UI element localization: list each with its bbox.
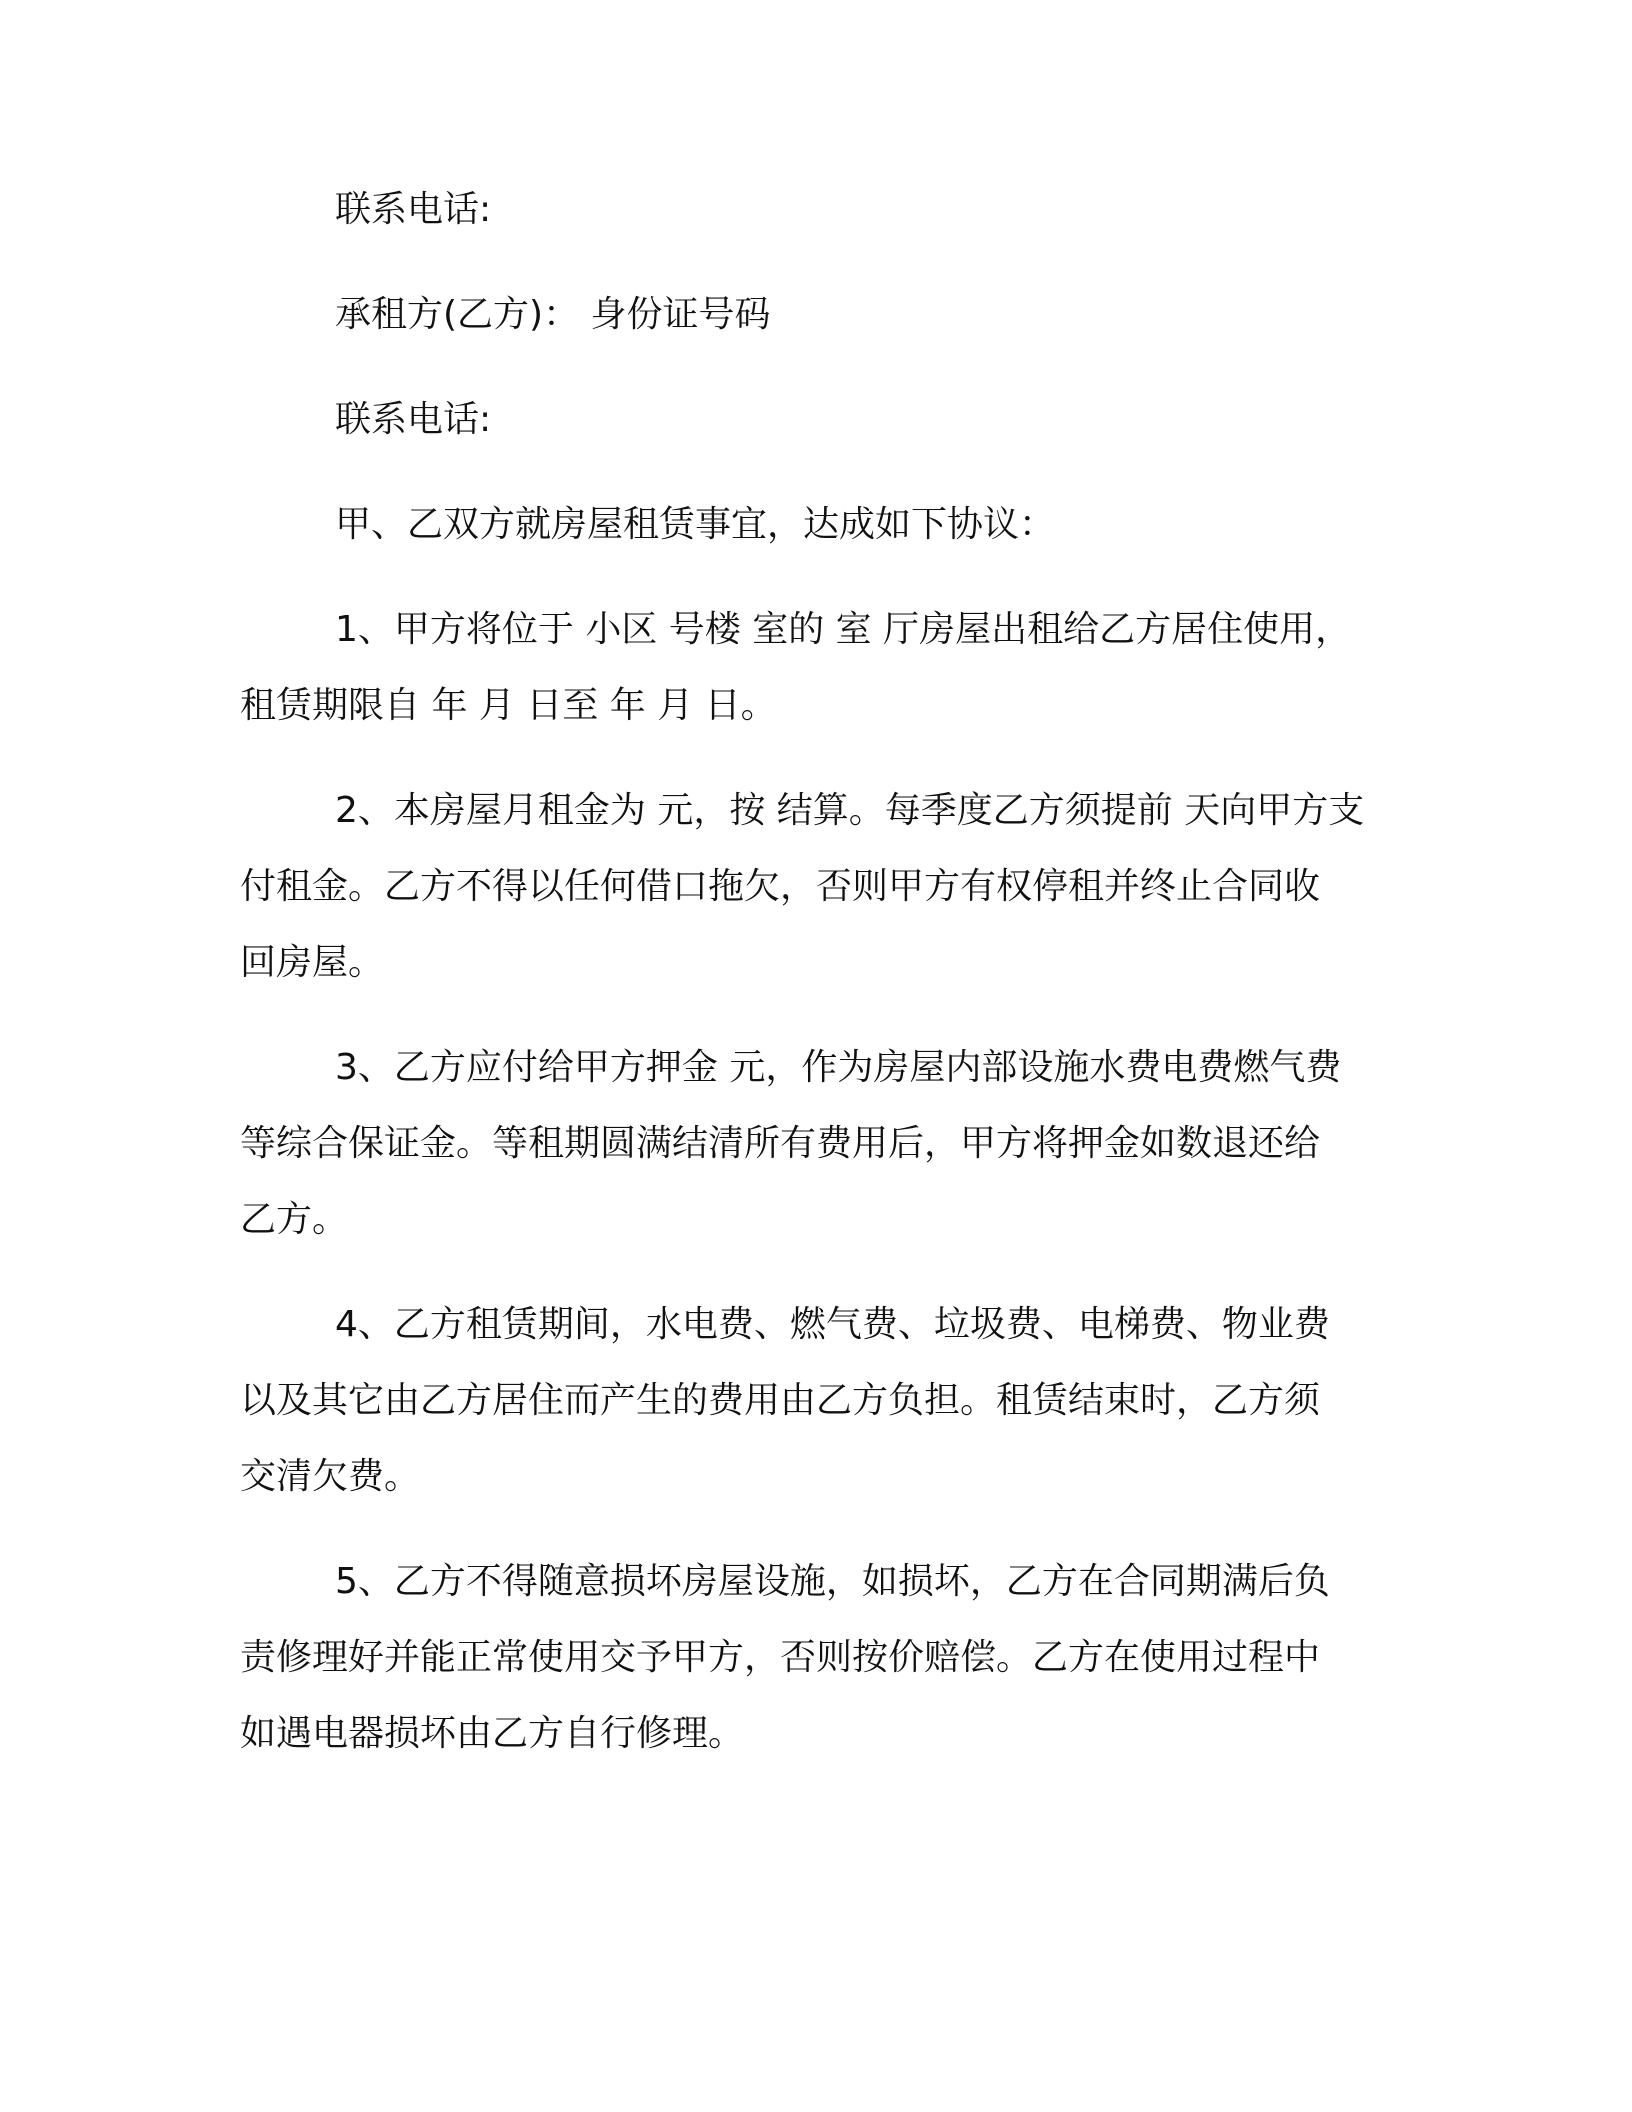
lessee-id-field: 承租方(乙方)： 身份证号码: [335, 294, 771, 335]
clause-line: 等综合保证金。等租期圆满结清所有费用后，甲方将押金如数退还给: [240, 1123, 1321, 1164]
clause-line: 租赁期限自 年 月 日至 年 月 日。: [240, 685, 777, 726]
clause-line: 3、乙方应付给甲方押金 元，作为房屋内部设施水费电费燃气费: [335, 1047, 1342, 1088]
clause-line: 1、甲方将位于 小区 号楼 室的 室 厅房屋出租给乙方居住使用，: [335, 609, 1352, 650]
clause-2: [240, 787, 1382, 987]
clause-line: 交清欠费。: [240, 1456, 421, 1497]
contract-body: [240, 186, 1382, 1815]
clause-3: [240, 1044, 1382, 1244]
clause-line: 回房屋。: [240, 942, 385, 983]
clause-line: 4、乙方租赁期间，水电费、燃气费、垃圾费、电梯费、物业费: [335, 1304, 1330, 1345]
clause-line: 责修理好并能正常使用交予甲方，否则按价赔偿。乙方在使用过程中: [240, 1637, 1321, 1678]
clause-line: 以及其它由乙方居住而产生的费用由乙方负担。租赁结束时，乙方须: [240, 1380, 1321, 1421]
clause-line: 2、本房屋月租金为 元，按 结算。每季度乙方须提前 天向甲方支: [335, 790, 1365, 831]
clause-line: 付租金。乙方不得以任何借口拖欠，否则甲方有权停租并终止合同收: [240, 866, 1321, 907]
clause-line: 如遇电器损坏由乙方自行修理。: [240, 1713, 745, 1754]
clause-5: [240, 1558, 1382, 1758]
lessor-phone-field: 联系电话:: [335, 189, 492, 230]
lessee-phone-field: 联系电话:: [335, 399, 492, 440]
clause-line: 乙方。: [240, 1199, 349, 1240]
clause-line: 5、乙方不得随意损坏房屋设施，如损坏，乙方在合同期满后负: [335, 1561, 1330, 1602]
clause-1: [240, 606, 1382, 730]
agreement-intro: 甲、乙双方就房屋租赁事宜，达成如下协议：: [335, 504, 1056, 545]
clause-4: [240, 1301, 1382, 1501]
